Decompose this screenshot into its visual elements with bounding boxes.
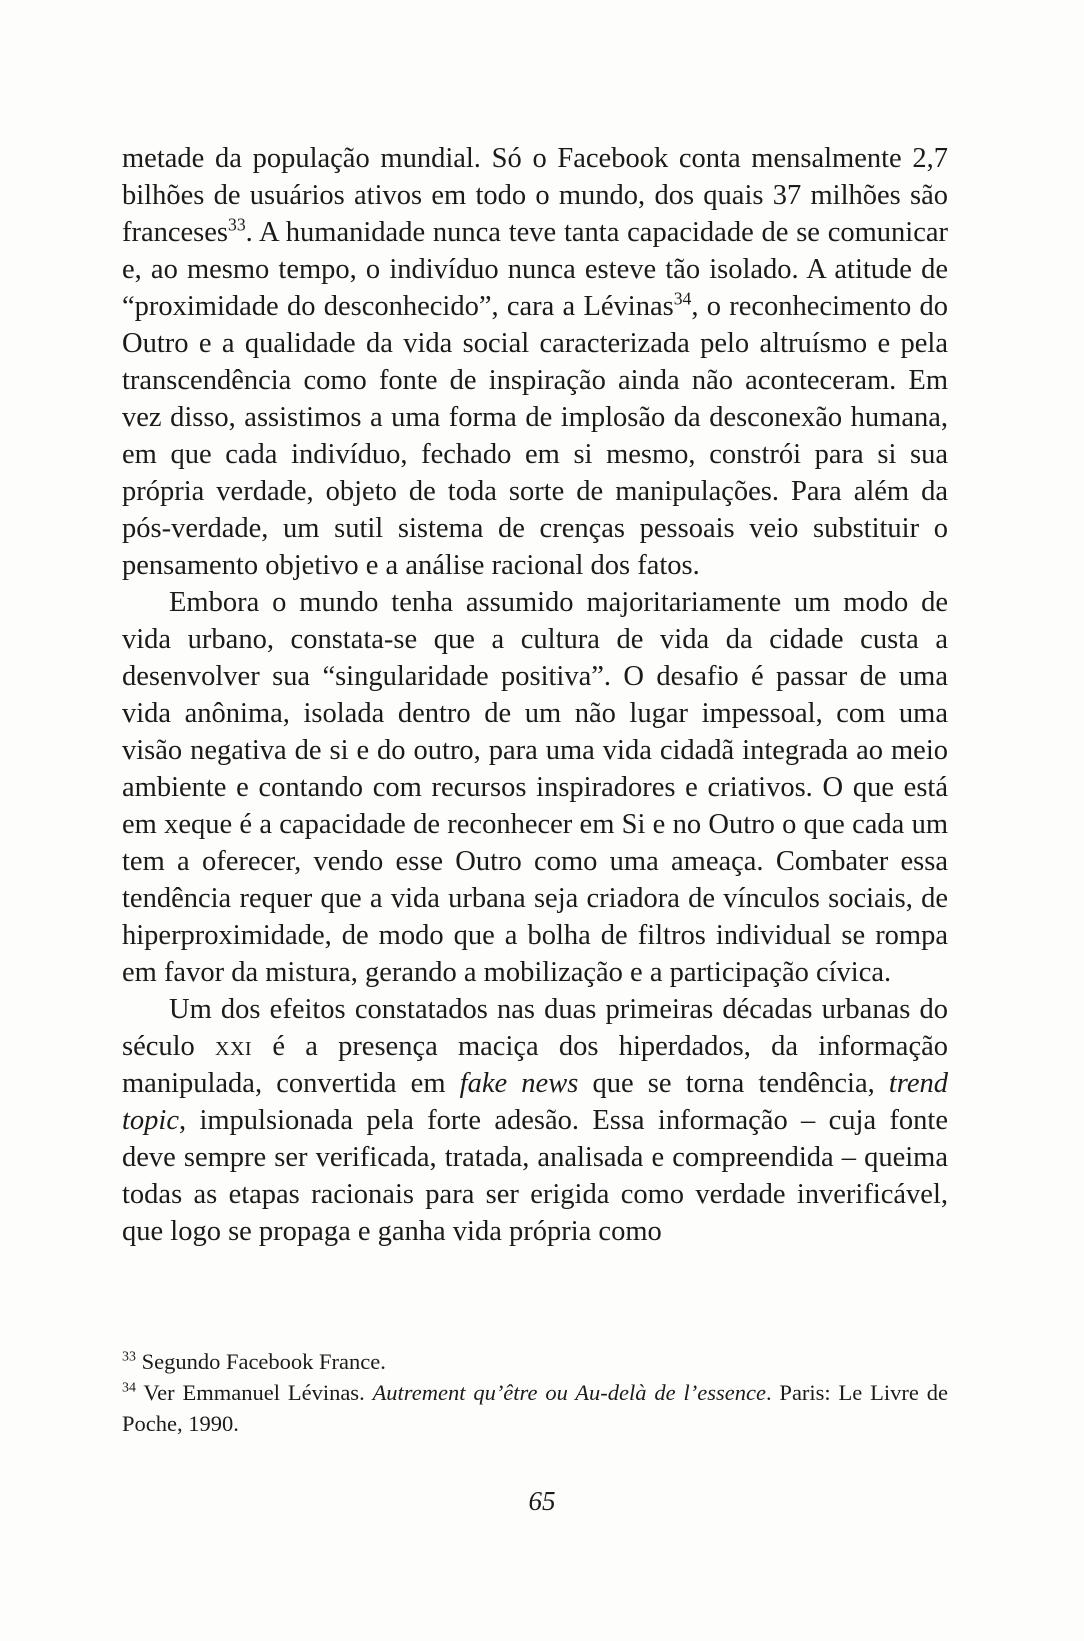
text-run: fake news: [459, 1068, 579, 1099]
paragraph: [122, 584, 948, 991]
footnote: [122, 1377, 948, 1439]
text-run: Embora o mundo tenha assumido majoritariamente um modo de vida urbano, constata-se que a cultura de vida da cidade custa a desenvolver sua “singularidade positiva”. O desafio é passar de uma vida anônima, isolada dentro de um não lugar impessoal, com uma visão negativa de si e do outro, para uma vida cidadã integrada ao meio ambiente e contando com recursos inspiradores e criativos. O que está em xeque é a capacidade de reconhecer em Si e no Outro o que cada um tem a oferecer, vendo esse Outro como uma ameaça. Combater essa tendência requer que a vida urbana seja criadora de vínculos sociais, de hiperproximidade, de modo que a bolha de filtros individual se rompa em favor da mistura, gerando a mobilização e a participação cívica.: [122, 587, 948, 988]
footnote-marker: 34: [122, 1380, 136, 1396]
text-run: , o reconhecimento do Outro e a qualidade da vida social caracterizada pelo altruísmo e pela transcendência como fonte de inspiração ainda não aconteceram. Em vez disso, assistimos a uma forma de implosão da desconexão humana, em que cada indivíduo, fechado em si mesmo, constrói para si sua própria verdade, objeto de toda sorte de manipulações. Para além da pós-verdade, um sutil sistema de crenças pessoais veio substituir o pensamento objetivo e a análise racional dos fatos.: [122, 291, 948, 581]
text-run: é a presença maciça dos hiperdados, da informação manipulada, convertida em: [122, 1031, 948, 1099]
text-run: . Paris: Le Livre de Poche, 1990.: [122, 1380, 948, 1436]
footnote: [122, 1346, 948, 1377]
text-run: Autrement qu’être ou Au-delà de l’essence: [372, 1380, 766, 1405]
text-run: trend topic: [122, 1068, 948, 1136]
footnote-marker: 33: [228, 214, 246, 235]
text-run: . A humanidade nunca teve tanta capacidade de se comunicar e, ao mesmo tempo, o indivíduo nunca esteve tão isolado. A atitude de “proximidade do desconhecido”, cara a Lévinas: [122, 217, 948, 322]
page-number: 65: [528, 1486, 556, 1516]
text-run: Ver Emmanuel Lévinas.: [135, 1380, 373, 1405]
text-run: xxi: [215, 1031, 253, 1062]
paragraph: [122, 991, 948, 1250]
text-run: metade da população mundial. Só o Facebook conta mensalmente 2,7 bilhões de usuários ativos em todo o mundo, dos quais 37 milhões são franceses: [122, 143, 948, 248]
body-text: [122, 140, 948, 1250]
text-run: Um dos efeitos constatados nas duas primeiras décadas urbanas do século: [122, 994, 948, 1062]
text-run: que se torna tendência,: [578, 1068, 889, 1099]
paragraph: [122, 140, 948, 584]
text-run: Segundo Facebook France.: [135, 1349, 386, 1374]
footnote-marker: 34: [673, 288, 692, 309]
footnotes: [122, 1346, 948, 1439]
text-run: , impulsionada pela forte adesão. Essa informação – cuja fonte deve sempre ser verificada, tratada, analisada e compreendida – queima todas as etapas racionais para ser erigida como verdade inverificável, que logo se propaga e ganha vida própria como: [122, 1105, 948, 1247]
footnote-marker: 33: [122, 1349, 136, 1365]
